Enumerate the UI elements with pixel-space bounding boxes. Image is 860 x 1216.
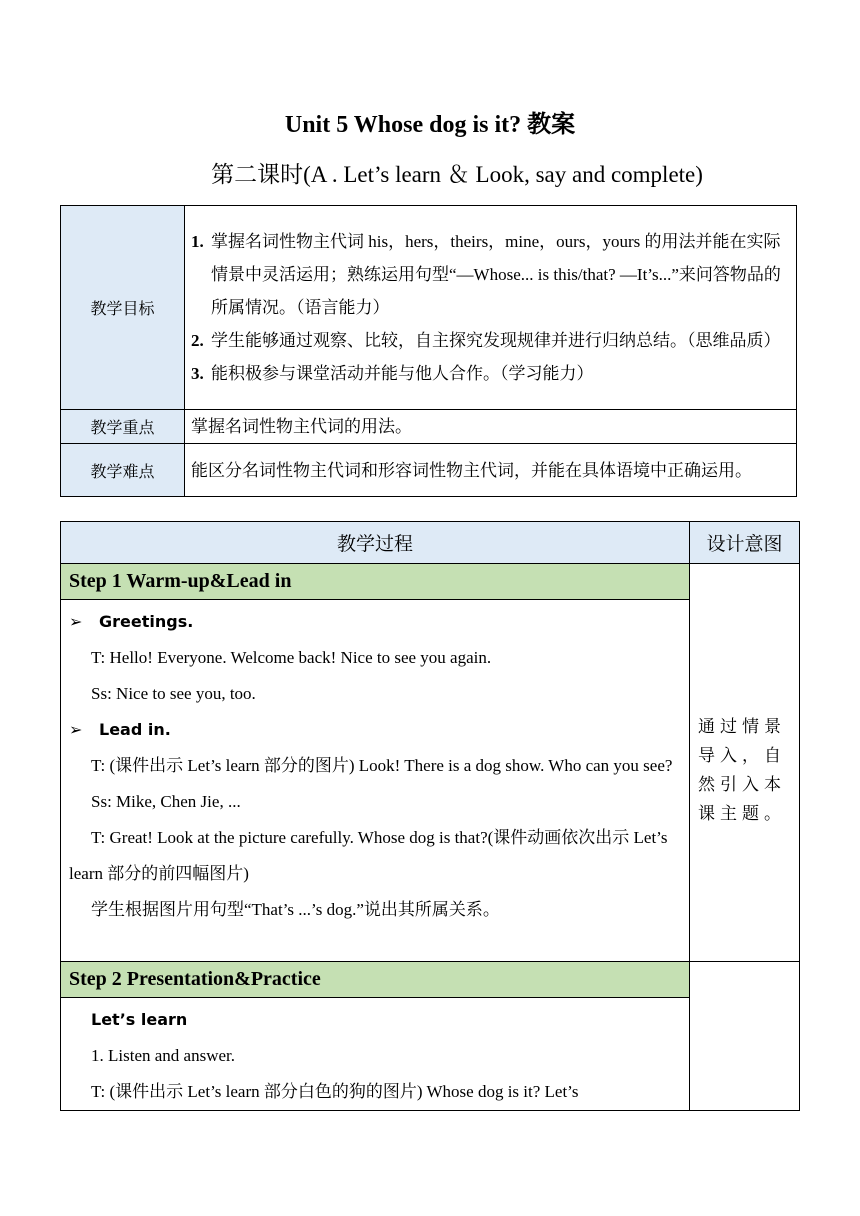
process-header: 教学过程: [61, 522, 690, 564]
objective-item: [191, 225, 790, 324]
objectives-table: [60, 205, 797, 497]
document-title: Unit 5 Whose dog is it? 教案: [284, 112, 576, 138]
dialogue-line: 学生根据图片用句型“That’s ...’s dog.”说出其所属关系。: [91, 900, 500, 919]
objective-number: 2.: [191, 331, 204, 350]
dialogue-line: T: (课件出示 Let’s learn 部分的图片) Look! There is a dog show. Who can you see?: [91, 756, 673, 775]
objective-text: 学生能够通过观察、比较，自主探究发现规律并进行归纳总结。（思维品质）: [211, 331, 781, 350]
dialogue-line: Ss: Mike, Chen Jie, ...: [91, 792, 241, 811]
lead-in-label: Lead in.: [99, 720, 171, 739]
step2-title: Step 2 Presentation&Practice: [61, 962, 690, 998]
document-subtitle: 第二课时(A . Let’s learn ＆ Look, say and complete): [211, 162, 703, 187]
dialogue-line: Ss: Nice to see you, too.: [91, 684, 256, 703]
objective-number: 1.: [191, 232, 204, 251]
difficulty-label: 教学难点: [61, 444, 185, 497]
arrow-bullet-icon: ➢: [69, 612, 83, 631]
objective-number: 3.: [191, 364, 204, 383]
objectives-label: 教学目标: [61, 206, 185, 410]
objective-item: [191, 324, 790, 357]
objective-item: [191, 357, 790, 390]
key-points-label: 教学重点: [61, 410, 185, 444]
dialogue-line: T: Great! Look at the picture carefully. Whose dog is that?(课件动画依次出示 Let’s learn 部分的前四幅图片): [69, 828, 668, 883]
lets-learn-label: Let’s learn: [91, 1010, 188, 1029]
arrow-bullet-icon: ➢: [69, 720, 83, 739]
design-header: 设计意图: [690, 522, 800, 564]
objective-text: 能积极参与课堂活动并能与他人合作。（学习能力）: [211, 364, 594, 383]
step1-design-intent: 通过情景导入，自然引入本课主题。: [690, 564, 800, 962]
objective-text: 掌握名词性物主代词 his，hers，theirs，mine，ours，yours 的用法并能在实际情景中灵活运用；熟练运用句型“—Whose... is this/that? —It’s...”来问答物品的所属情况。（语言能力）: [211, 232, 781, 317]
step2-body: [61, 998, 690, 1111]
greetings-label: Greetings.: [99, 612, 194, 631]
objectives-content: [185, 206, 797, 410]
difficulty-text: 能区分名词性物主代词和形容词性物主代词，并能在具体语境中正确运用。: [185, 444, 797, 497]
step1-title: Step 1 Warm-up&Lead in: [61, 564, 690, 600]
key-points-text: 掌握名词性物主代词的用法。: [185, 410, 797, 444]
step2-design-intent: [690, 962, 800, 1111]
greetings-item: [69, 604, 683, 640]
lead-in-item: [69, 712, 683, 748]
dialogue-line: T: Hello! Everyone. Welcome back! Nice to see you again.: [91, 648, 492, 667]
step1-body: [61, 600, 690, 962]
instruction-line: 1. Listen and answer.: [91, 1046, 235, 1065]
dialogue-line: T: (课件出示 Let’s learn 部分白色的狗的图片) Whose dog is it? Let’s: [91, 1082, 579, 1101]
process-table: [60, 521, 800, 1111]
